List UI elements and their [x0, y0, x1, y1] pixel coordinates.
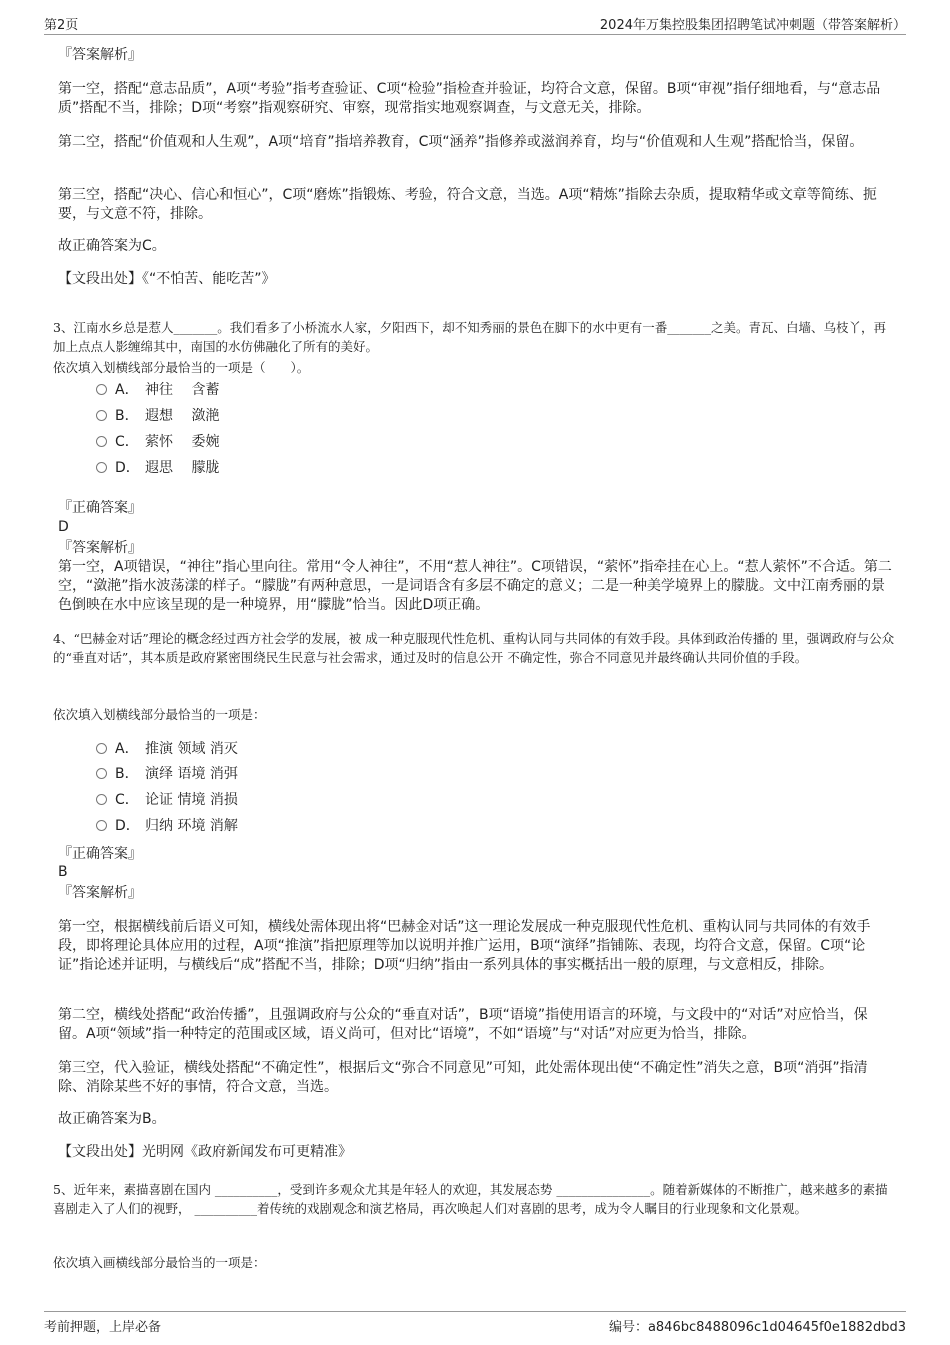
radio-icon[interactable]	[96, 743, 107, 754]
q3-prompt: 依次填入划横线部分最恰当的一项是（ ）。	[53, 360, 310, 375]
page-footer	[44, 1311, 906, 1334]
q4-stem: 4、“巴赫金对话”理论的概念经过西方社会学的发展，被 成一种克服现代性危机、重构认同与共同体的有效手段。具体到政治传播的 里，强调政府与公众的“垂直对话”，其本质是政府紧密围绕民生民意与社会需求，通过及时的信息公开 不确定性，弥合不同意见并最终确认共同价值的手段。	[53, 631, 895, 665]
q4-option-a[interactable]: A． 推演 领域 消灭	[96, 739, 238, 759]
q2-analysis-para3: 第三空，搭配“决心、信心和恒心”，C项“磨炼”指锻炼、考验，符合文意，当选。A项“精炼”指除去杂质，提取精华或文章等简练、扼要，与文意不符，排除。	[58, 187, 877, 222]
q4-analysis-para2: 第二空，横线处搭配“政治传播”，且强调政府与公众的“垂直对话”，B项“语境”指使用语言的环境，与文段中的“对话”对应恰当，保留。A项“领域”指一种特定的范围或区域，语义尚可，但对比“语境”，不如“语境”与“对话”对应更为恰当，排除。	[58, 1007, 868, 1042]
q4-conclusion: 故正确答案为B。	[58, 1111, 166, 1127]
document-id: 编号：a846bc8488096c1d04645f0e1882dbd3	[608, 1320, 906, 1335]
q3-option-b[interactable]: B． 遐想 潋滟	[96, 406, 219, 426]
q2-analysis-para2: 第二空，搭配“价值观和人生观”，A项“培育”指培养教育，C项“涵养”指修养或滋润养育，均与“价值观和人生观”搭配恰当，保留。	[58, 134, 864, 150]
radio-icon[interactable]	[96, 462, 107, 473]
footer-slogan: 考前押题，上岸必备	[44, 1320, 162, 1335]
q3-stem: 3、江南水乡总是惹人_______。我们看多了小桥流水人家，夕阳西下，却不知秀丽的景色在脚下的水中更有一番_______之美。青瓦、白墙、乌枝丫，再加上点点人影缠绵其中，南国的水仿佛融化了所有的美好。	[53, 320, 886, 354]
q2-source: 【文段出处】《“不怕苦、能吃苦”》	[58, 271, 276, 287]
q4-prompt: 依次填入划横线部分最恰当的一项是：	[53, 707, 266, 722]
radio-icon[interactable]	[96, 384, 107, 395]
q3-analysis-label: 『答案解析』	[58, 540, 142, 556]
page-number: 第2页	[44, 18, 79, 33]
q4-option-b[interactable]: B． 演绎 语境 消弭	[96, 764, 238, 784]
q4-analysis-para3: 第三空，代入验证，横线处搭配“不确定性”，根据后文“弥合不同意见”可知，此处需体现出使“不确定性”消失之意，B项“消弭”指清除、消除某些不好的事情，符合文意，当选。	[58, 1060, 868, 1095]
q4-analysis-label: 『答案解析』	[58, 885, 142, 901]
q5-prompt: 依次填入画横线部分最恰当的一项是：	[53, 1255, 266, 1270]
q3-correct-answer: D	[58, 519, 69, 535]
document-title: 2024年万集控股集团招聘笔试冲刺题（带答案解析）	[599, 18, 906, 33]
q3-analysis: 第一空，A项错误，“神往”指心里向往。常用“令人神往”，不用“惹人神往”。C项错误，“萦怀”指牵挂在心上。“惹人萦怀”不合适。第二空，“潋滟”指水波荡漾的样子。“朦胧”有两种意思，一是词语含有多层不确定的意义；二是一种美学境界上的朦胧。文中江南秀丽的景色倒映在水中应该呈现的是一种境界，用“朦胧”恰当。因此D项正确。	[58, 559, 892, 613]
q4-analysis-para1: 第一空，根据横线前后语义可知，横线处需体现出将“巴赫金对话”这一理论发展成一种克服现代性危机、重构认同与共同体的有效手段，即将理论具体应用的过程，A项“推演”指把原理等加以说明并推广运用，B项“演绎”指铺陈、表现，均符合文意，保留。C项“论证”指论述并证明，与横线后“成”搭配不当，排除；D项“归纳”指由一系列具体的事实概括出一般的原理，与文意相反，排除。	[58, 919, 871, 973]
q3-option-c[interactable]: C． 萦怀 委婉	[96, 432, 219, 452]
q3-option-d[interactable]: D． 遐思 朦胧	[96, 458, 219, 478]
page-header	[44, 12, 906, 35]
q2-analysis-para1: 第一空，搭配“意志品质”，A项“考验”指考查验证、C项“检验”指检查并验证，均符合文意，保留。B项“审视”指仔细地看，与“意志品质”搭配不当，排除；D项“考察”指观察研究、审察，现常指实地观察调查，与文意无关，排除。	[58, 81, 881, 116]
radio-icon[interactable]	[96, 436, 107, 447]
radio-icon[interactable]	[96, 794, 107, 805]
radio-icon[interactable]	[96, 410, 107, 421]
q2-analysis-label: 『答案解析』	[58, 47, 142, 63]
q4-correct-answer: B	[58, 864, 68, 880]
q4-correct-label: 『正确答案』	[58, 846, 142, 862]
q3-option-a[interactable]: A． 神往 含蓄	[96, 380, 219, 400]
q4-option-c[interactable]: C． 论证 情境 消损	[96, 790, 238, 810]
q2-conclusion: 故正确答案为C。	[58, 238, 166, 254]
q5-stem: 5、近年来，素描喜剧在国内 __________，受到许多观众尤其是年轻人的欢迎，其发展态势 _______________。随着新媒体的不断推广，越来越多的素描喜剧走入了人们的视野， __________着传统的戏剧观念和演艺格局，再次唤起人们对喜剧的思考，成为令人瞩目的行业现象和文化景观。	[53, 1182, 888, 1216]
radio-icon[interactable]	[96, 820, 107, 831]
q4-source: 【文段出处】光明网《政府新闻发布可更精准》	[58, 1144, 352, 1160]
q3-correct-label: 『正确答案』	[58, 500, 142, 516]
radio-icon[interactable]	[96, 768, 107, 779]
q4-option-d[interactable]: D． 归纳 环境 消解	[96, 816, 238, 836]
